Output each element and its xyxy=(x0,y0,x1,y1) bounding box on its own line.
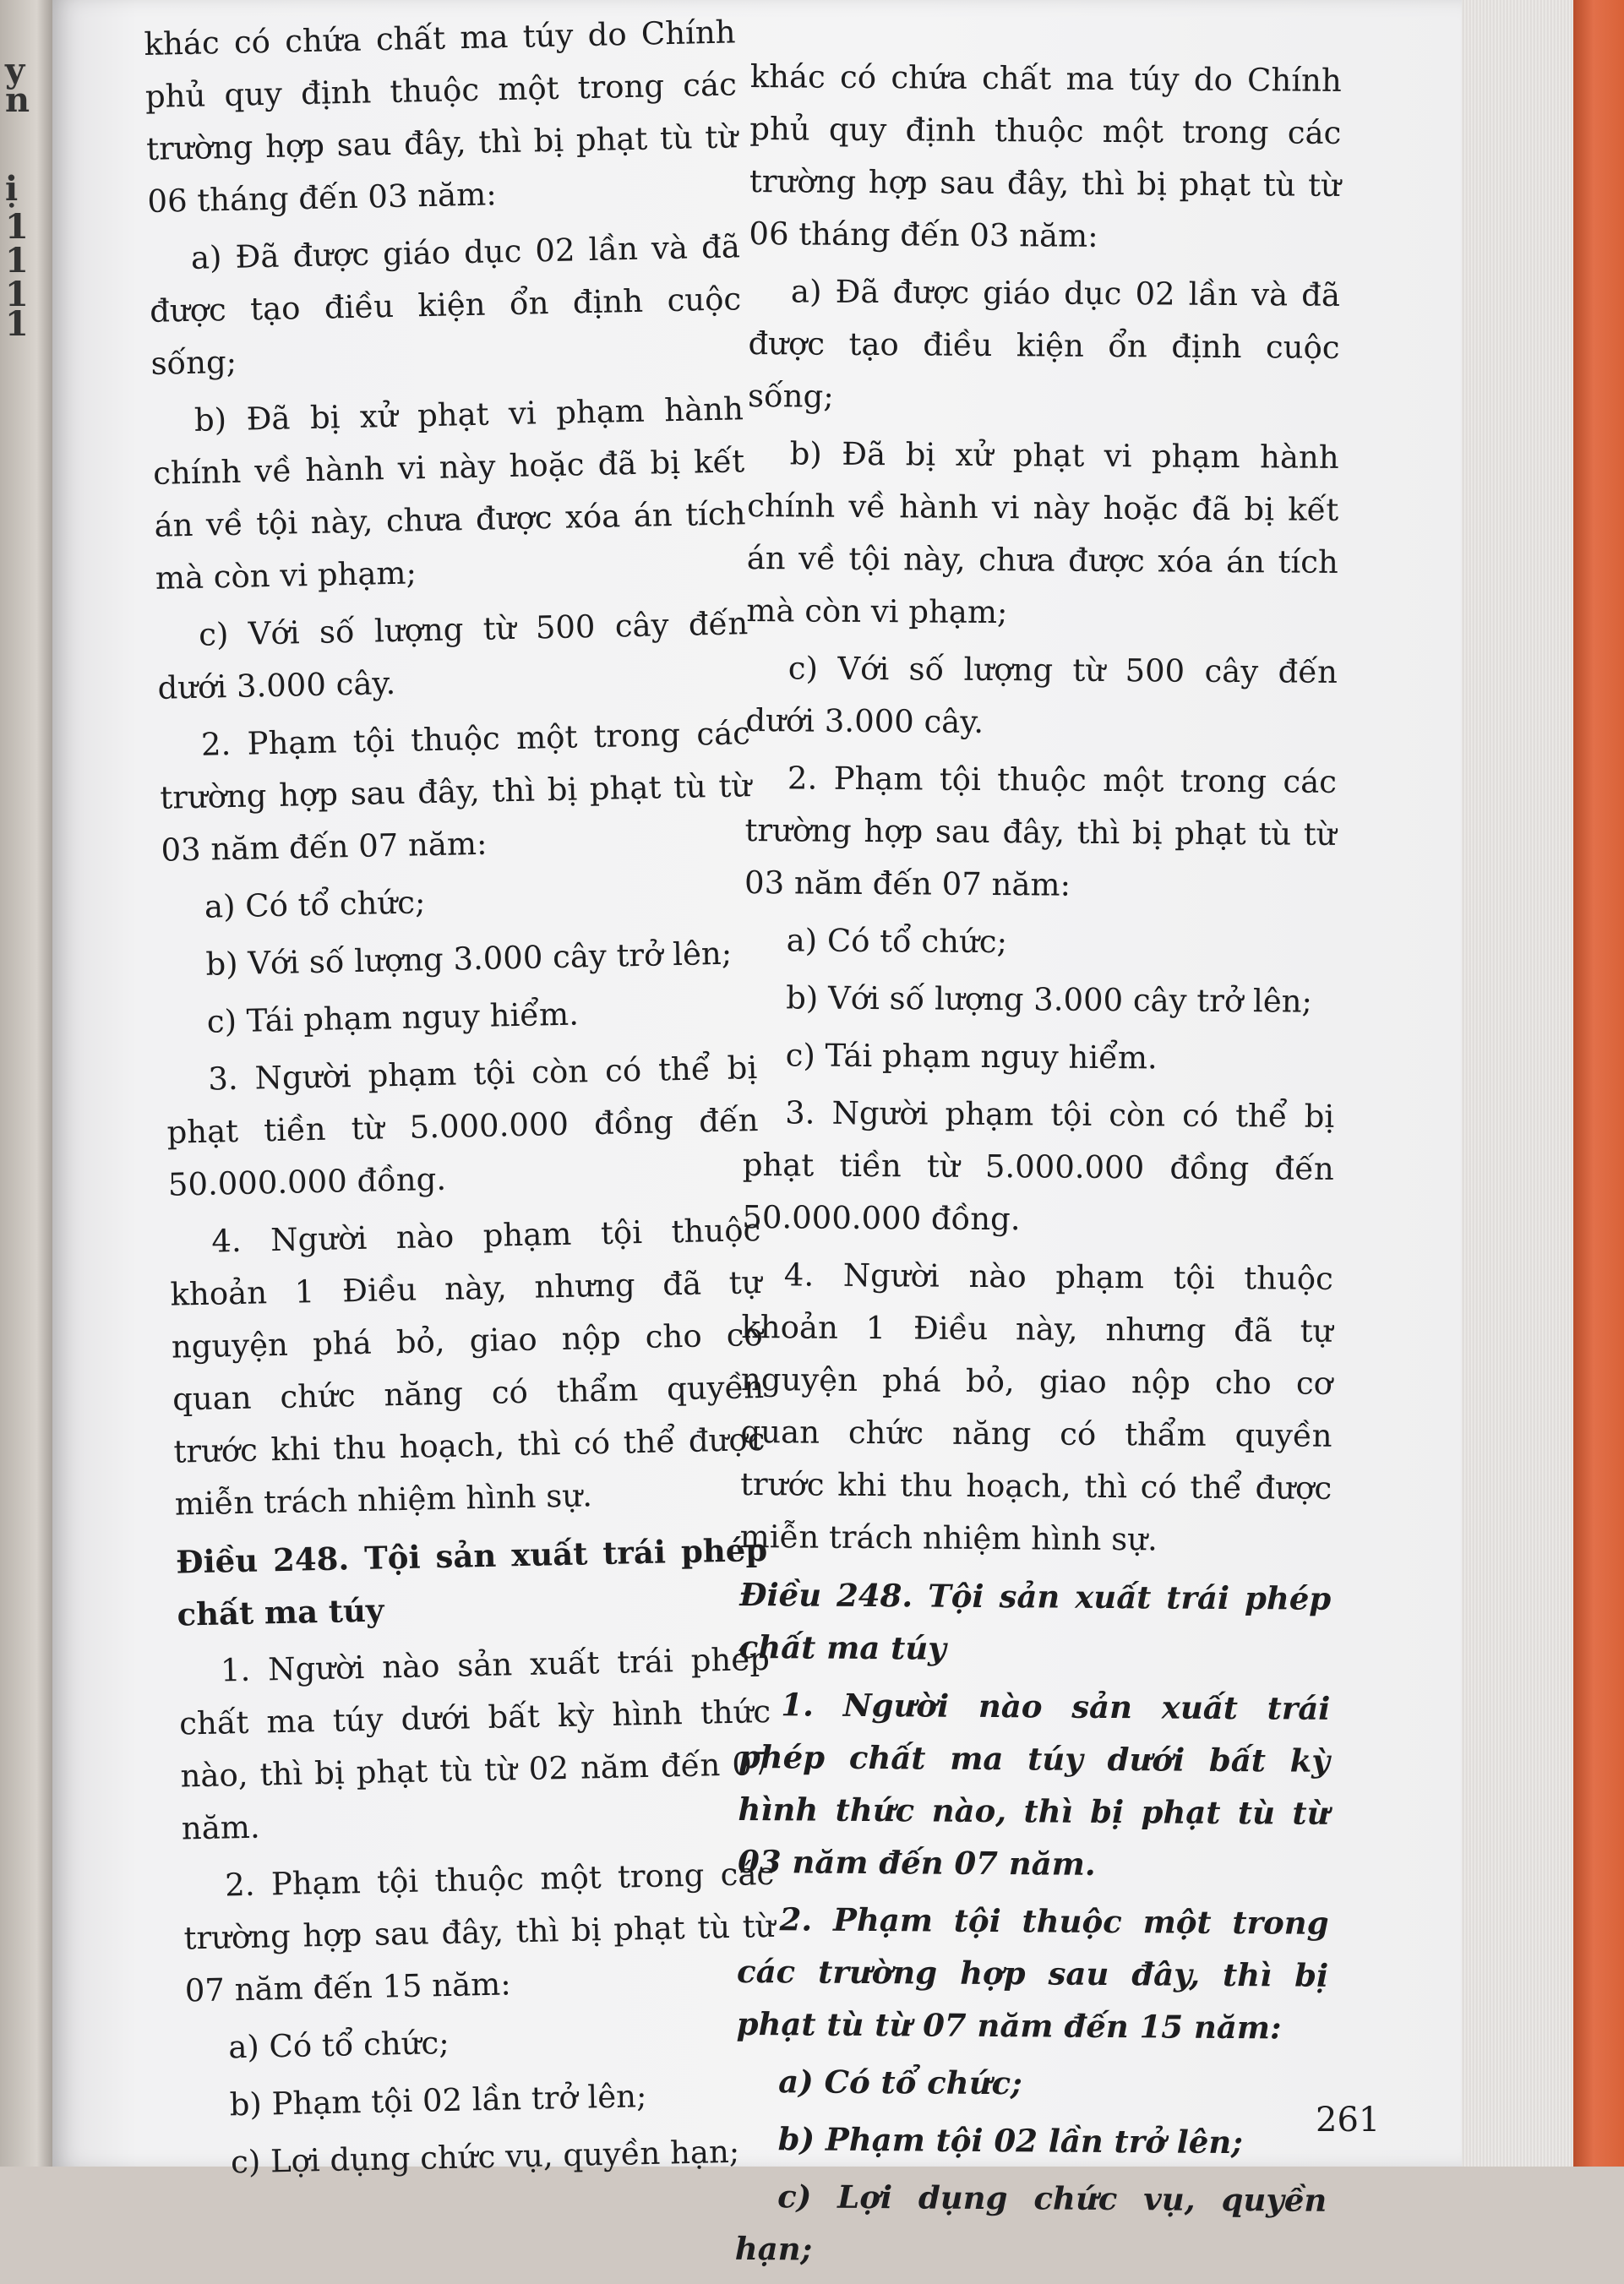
right-paragraph: b) Với số lượng 3.000 cây trở lên; xyxy=(786,979,1313,1020)
right-paragraph: b) Đã bị xử phạt vi phạm hành chính về hành vi này hoặc đã bị kết án về tội này, chưa được xóa án tích mà còn vi phạm; xyxy=(746,435,1339,631)
left-paragraph: a) Có tổ chức; xyxy=(227,2024,450,2066)
right-paragraph: b) Phạm tội 02 lần trở lên; xyxy=(777,2120,1244,2161)
previous-page-fragment: y xyxy=(5,51,25,90)
right-paragraph: c) Với số lượng từ 500 cây đến dưới 3.000 cây. xyxy=(745,650,1338,740)
left-article-heading: Điều 248. Tội sản xuất trái phép chất ma túy xyxy=(175,1530,768,1633)
previous-page-fragment: 1 xyxy=(5,304,29,344)
left-paragraph: c) Với số lượng từ 500 cây đến dưới 3.000 cây. xyxy=(157,605,749,706)
left-column-old-text xyxy=(144,6,781,2194)
left-paragraph: 2. Phạm tội thuộc một trong các trường hợp sau đây, thì bị phạt tù từ 07 năm đến 15 năm: xyxy=(183,1855,776,2009)
right-paragraph: 3. Người phạm tội còn có thể bị phạt tiền từ 5.000.000 đồng đến 50.000.000 đồng. xyxy=(742,1094,1335,1238)
right-paragraph: 4. Người nào phạm tội thuộc khoản 1 Điều này, nhưng đã tự nguyện phá bỏ, giao nộp cho cơ quan chức năng có thẩm quyền trước khi thu hoạch, thì có thể được miễn trách nhiệm hình sự. xyxy=(739,1256,1334,1558)
left-paragraph: 1. Người nào sản xuất trái phép chất ma túy dưới bất kỳ hình thức nào, thì bị phạt tù từ 02 năm đến 07 năm. xyxy=(178,1640,772,1847)
right-paragraph: a) Có tổ chức; xyxy=(778,2063,1022,2102)
left-paragraph: 4. Người nào phạm tội thuộc khoản 1 Điều này, nhưng đã tự nguyện phá bỏ, giao nộp cho cơ quan chức năng có thẩm quyền trước khi thu hoạch, thì có thể được miễn trách nhiệm hình sự. xyxy=(170,1212,766,1523)
right-paragraph: c) Tái phạm nguy hiểm. xyxy=(785,1037,1158,1077)
previous-page-fragment: n xyxy=(5,80,30,120)
right-paragraph: khác có chứa chất ma túy do Chính phủ quy định thuộc một trong các trường hợp sau đây, thì bị phạt tù từ 06 tháng đến 03 năm: xyxy=(749,57,1342,254)
left-paragraph: a) Đã được giáo dục 02 lần và đã được tạo điều kiện ổn định cuộc sống; xyxy=(149,228,742,382)
right-paragraph: a) Có tổ chức; xyxy=(786,922,1008,961)
previous-page-fragment: 1 xyxy=(5,241,29,281)
left-paragraph: b) Đã bị xử phạt vi phạm hành chính về hành vi này hoặc đã bị kết án về tội này, chưa được xóa án tích mà còn vi phạm; xyxy=(152,390,746,597)
book-page xyxy=(52,0,1462,2268)
page-stack-edges xyxy=(1462,0,1573,2167)
left-paragraph: b) Phạm tội 02 lần trở lên; xyxy=(229,2078,647,2123)
previous-page-fragment: 1 xyxy=(5,207,29,247)
left-paragraph: c) Tái phạm nguy hiểm. xyxy=(206,995,580,1040)
page-number: 261 xyxy=(1316,2101,1381,2140)
left-paragraph: 3. Người phạm tội còn có thể bị phạt tiền từ 5.000.000 đồng đến 50.000.000 đồng. xyxy=(166,1049,759,1203)
previous-page-fragment: 1 xyxy=(5,275,29,314)
left-paragraph: b) Với số lượng 3.000 cây trở lên; xyxy=(205,935,733,983)
left-paragraph: c) Lợi dụng chức vụ, quyền hạn; xyxy=(230,2133,740,2181)
previous-page-fragment: ị xyxy=(5,169,19,209)
left-paragraph: 2. Phạm tội thuộc một trong các trường hợp sau đây, thì bị phạt tù từ 03 năm đến 07 năm: xyxy=(159,715,752,869)
right-paragraph: c) Lợi dụng chức vụ, quyền hạn; xyxy=(734,2178,1327,2268)
book-cover-edge xyxy=(1573,0,1624,2167)
right-paragraph: 1. Người nào sản xuất trái phép chất ma túy dưới bất kỳ hình thức nào, thì bị phạt tù từ 03 năm đến 07 năm. xyxy=(737,1686,1331,1883)
left-paragraph: a) Có tổ chức; xyxy=(204,884,426,925)
right-paragraph: 2. Phạm tội thuộc một trong các trường hợp sau đây, thì bị phạt tù từ 03 năm đến 07 năm: xyxy=(744,760,1338,903)
previous-page-edge xyxy=(0,0,52,2167)
right-paragraph: 2. Phạm tội thuộc một trong các trường hợp sau đây, thì bị phạt tù từ 07 năm đến 15 năm: xyxy=(736,1900,1329,2047)
right-article-heading: Điều 248. Tội sản xuất trái phép chất ma túy xyxy=(738,1575,1332,1667)
left-paragraph: khác có chứa chất ma túy do Chính phủ quy định thuộc một trong các trường hợp sau đây, thì bị phạt tù từ 06 tháng đến 03 năm: xyxy=(144,14,738,220)
right-column-new-text xyxy=(735,51,1342,2284)
right-paragraph: a) Đã được giáo dục 02 lần và đã được tạo điều kiện ổn định cuộc sống; xyxy=(747,273,1341,415)
